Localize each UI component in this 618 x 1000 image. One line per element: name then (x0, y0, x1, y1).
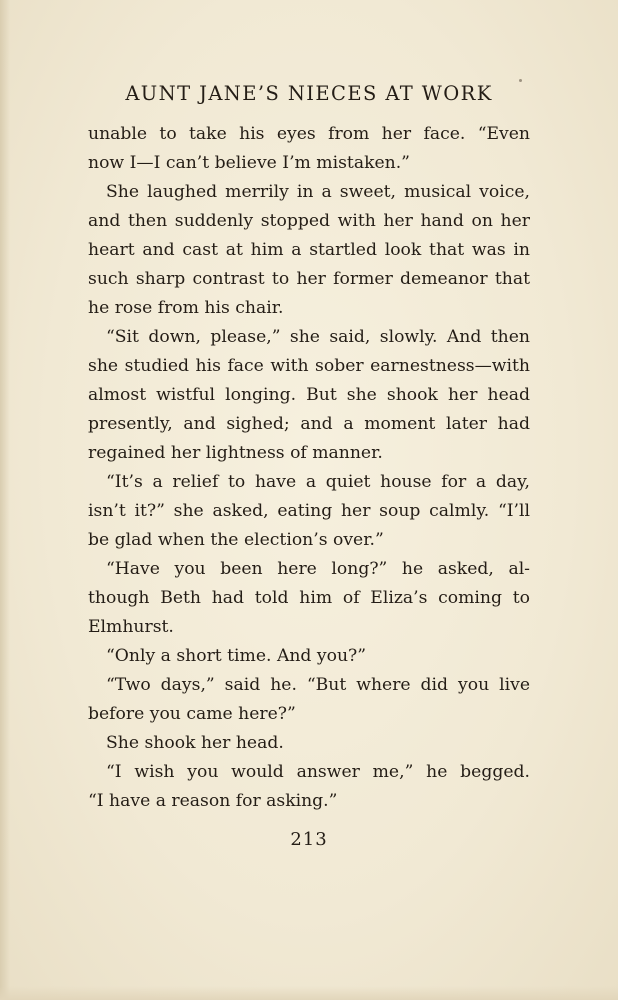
text-line: heart and cast at him a startled look that was in (88, 240, 530, 260)
text-line: such sharp contrast to her former demeanor that (88, 269, 530, 289)
text-line: “Two days,” said he. “But where did you live (106, 675, 530, 695)
text-line: “Have you been here long?” he asked, al- (106, 559, 530, 579)
running-title: AUNT JANE’S NIECES AT WORK (125, 82, 493, 105)
text-line: unable to take his eyes from her face. “Even (88, 124, 530, 144)
text-line: presently, and sighed; and a moment later had (88, 414, 530, 434)
text-line: she studied his face with sober earnestness—with (88, 356, 530, 376)
paper-speck (519, 79, 522, 82)
text-line: “Only a short time. And you?” (106, 646, 367, 666)
page-bottom-shadow (0, 986, 618, 1000)
text-line: Elmhurst. (88, 617, 174, 637)
text-line: before you came here?” (88, 704, 296, 724)
text-line: She laughed merrily in a sweet, musical voice, (106, 182, 530, 202)
text-line: She shook her head. (106, 733, 284, 753)
text-line: “It’s a relief to have a quiet house for a day, (106, 472, 530, 492)
page-number: 213 (290, 829, 328, 850)
text-line: “I wish you would answer me,” he begged. (106, 762, 530, 782)
body-text (88, 120, 530, 816)
text-line: be glad when the election’s over.” (88, 530, 384, 550)
text-line: “I have a reason for asking.” (88, 791, 338, 811)
text-line: “Sit down, please,” she said, slowly. And then (106, 327, 530, 347)
text-line: he rose from his chair. (88, 298, 284, 318)
text-line: isn’t it?” she asked, eating her soup calmly. “I’ll (88, 501, 530, 521)
text-line: and then suddenly stopped with her hand on her (88, 211, 530, 231)
text-line: now I—I can’t believe I’m mistaken.” (88, 153, 410, 173)
text-line: regained her lightness of manner. (88, 443, 383, 463)
text-line: almost wistful longing. But she shook her head (88, 385, 530, 405)
text-line: though Beth had told him of Eliza’s coming to (88, 588, 530, 608)
